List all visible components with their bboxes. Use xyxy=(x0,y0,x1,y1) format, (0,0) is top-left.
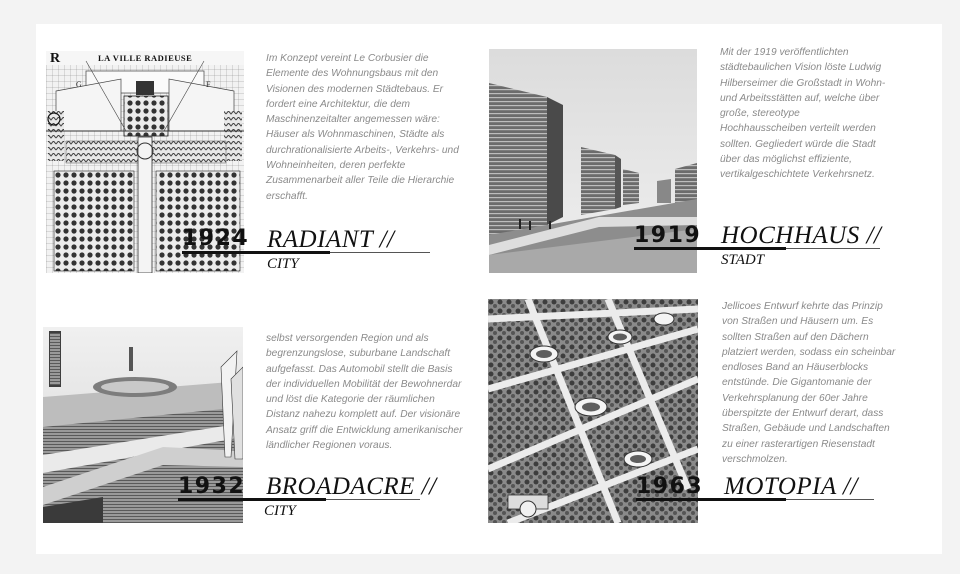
motopia-description: Jellicoes Entwurf kehrte das Prinzip von Straßen und Häusern um. Es sollten Straßen auf den Dächern platziert werden, sodass ein scheinbar endloses Band an Häuserblocks entstünde. Die Gigantomanie der Verkehrsplanung der 60er Jahre überspitzte der Entwurf derart, dass Straßen, Gebäude und Landschaften zu einer rasterartigen Riesenstadt verschmolzen. xyxy=(722,301,896,465)
radiant-city-description: Im Konzept vereint Le Corbusier die Elemente des Wohnungsbaus mit den Visionen des modernen Städtebaus. Er fordert eine Architektur, die dem Maschinenzeitalter angemessen wäre: Häuser als Wohnmaschinen, Städte als durchrationalisierte Arbeits-, Verkehrs- und Wohneinheiten, deren perfekte Zusammenarbeit aller Teile die Hierarchie erschafft. xyxy=(266,53,459,202)
image-caption: LA VILLE RADIEUSE xyxy=(98,53,193,63)
hochhaus-stadt-description: Mit der 1919 veröffentlichten städtebaulichen Vision löste Ludwig Hilberseimer die Großstadt in Wohn- und Arbeitsstätten auf, welche über große, stereotype Hochhausscheiben verteilt werden sollten. Gegliedert würde die Stadt über das möglichst effiziente, vertikalgeschichtete Verkehrsnetz. xyxy=(720,47,886,181)
hochhaus-stadt-title: HOCHHAUS // xyxy=(721,222,882,249)
broadacre-city-year: 1932 xyxy=(178,474,246,499)
hochhaus-stadt-subtitle: STADT xyxy=(721,252,765,268)
radiant-city-subtitle: CITY xyxy=(267,256,299,272)
radiant-city-title: RADIANT // xyxy=(267,226,395,253)
broadacre-city-title: BROADACRE // xyxy=(266,473,437,500)
svg-text:G: G xyxy=(76,80,82,89)
image-corner-letter: R xyxy=(50,51,61,66)
motopia-title: MOTOPIA // xyxy=(724,473,858,500)
svg-text:F: F xyxy=(206,80,211,89)
broadacre-city-description: selbst versorgenden Region und als begrenzungslose, suburbane Landschaft aufgefasst. Das Automobil stellt die Basis der individuellen Mobilität der Bewohnerdar und löst die Kategorie der räumlichen Distanz nahezu komplett auf. Der visionäre Ansatz griff die Entwicklung amerikanischer ländlicher Regionen voraus. xyxy=(266,333,463,452)
radiant-city-year: 1924 xyxy=(182,226,250,251)
hochhaus-stadt-year: 1919 xyxy=(634,223,702,248)
broadacre-city-subtitle: CITY xyxy=(264,503,296,519)
motopia-year: 1963 xyxy=(636,474,704,499)
